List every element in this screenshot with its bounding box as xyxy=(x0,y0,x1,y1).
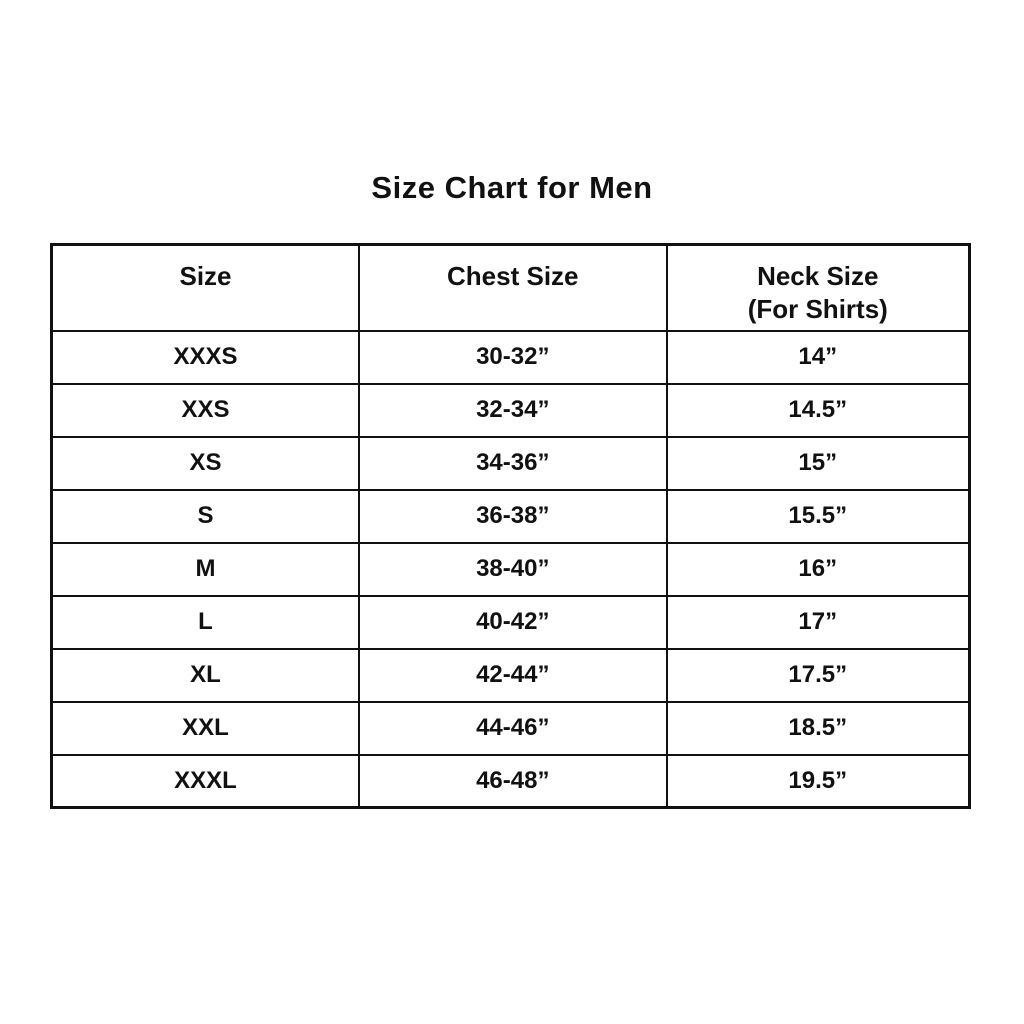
table-row xyxy=(52,437,970,490)
table-row xyxy=(52,755,970,808)
column-header-size xyxy=(52,245,360,331)
size-cell: XXL xyxy=(52,702,360,755)
chest-size-cell: 34-36” xyxy=(359,437,667,490)
neck-size-cell: 18.5” xyxy=(667,702,970,755)
table-row xyxy=(52,596,970,649)
size-cell: XXS xyxy=(52,384,360,437)
size-cell: S xyxy=(52,490,360,543)
chest-size-cell: 32-34” xyxy=(359,384,667,437)
neck-size-cell: 15” xyxy=(667,437,970,490)
column-header-neck-size xyxy=(667,245,970,331)
table-row xyxy=(52,649,970,702)
table-row xyxy=(52,490,970,543)
size-chart-table xyxy=(50,243,971,809)
chest-size-cell: 40-42” xyxy=(359,596,667,649)
table-row xyxy=(52,702,970,755)
table-row xyxy=(52,384,970,437)
size-cell: L xyxy=(52,596,360,649)
column-header-chest-label: Chest Size xyxy=(447,261,579,291)
chest-size-cell: 30-32” xyxy=(359,331,667,384)
column-header-neck-label: Neck Size xyxy=(757,261,879,291)
size-cell: XXXL xyxy=(52,755,360,808)
chest-size-cell: 46-48” xyxy=(359,755,667,808)
neck-size-cell: 15.5” xyxy=(667,490,970,543)
neck-size-cell: 17” xyxy=(667,596,970,649)
neck-size-cell: 19.5” xyxy=(667,755,970,808)
chest-size-cell: 36-38” xyxy=(359,490,667,543)
column-header-chest-size xyxy=(359,245,667,331)
neck-size-cell: 16” xyxy=(667,543,970,596)
chest-size-cell: 42-44” xyxy=(359,649,667,702)
table-row xyxy=(52,543,970,596)
size-cell: XS xyxy=(52,437,360,490)
table-row xyxy=(52,331,970,384)
size-cell: XXXS xyxy=(52,331,360,384)
column-header-size-label: Size xyxy=(179,261,232,291)
neck-size-cell: 17.5” xyxy=(667,649,970,702)
chest-size-cell: 44-46” xyxy=(359,702,667,755)
neck-size-cell: 14” xyxy=(667,331,970,384)
column-header-neck-sublabel: (For Shirts) xyxy=(747,293,888,324)
chest-size-cell: 38-40” xyxy=(359,543,667,596)
table-header-row xyxy=(52,245,970,331)
size-cell: M xyxy=(52,543,360,596)
size-cell: XL xyxy=(52,649,360,702)
page-title: Size Chart for Men xyxy=(371,170,653,205)
neck-size-cell: 14.5” xyxy=(667,384,970,437)
